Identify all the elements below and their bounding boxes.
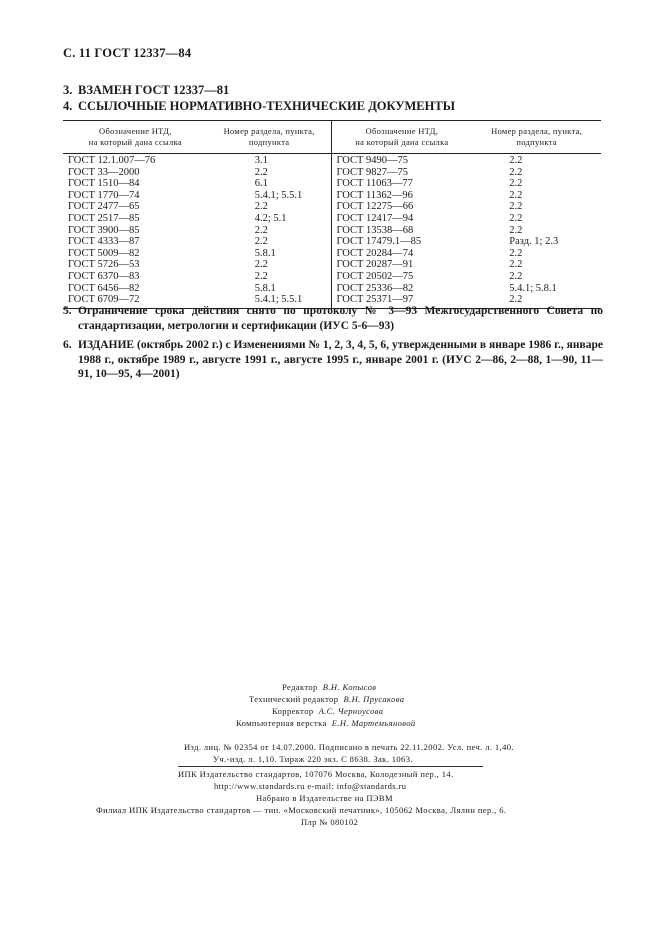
- table-cell: ГОСТ 6370—83: [68, 270, 140, 282]
- table-cell: 2.2: [254, 224, 268, 236]
- table-cell: ГОСТ 12417—94: [336, 212, 414, 224]
- table-cell: 4.2; 5.1: [254, 212, 287, 224]
- publication-details-1: Изд. лиц. № 02354 от 14.07.2000. Подписано в печать 22.11.2002. Усл. печ. л. 1,40.: [184, 742, 514, 752]
- section-number: 5.: [63, 305, 72, 317]
- table-cell: 2.2: [509, 270, 523, 282]
- table-cell: ГОСТ 5726—53: [68, 259, 140, 271]
- publication-details-2: Уч.-изд. л. 1,10. Тираж 220 экз. С 8638. Зак. 1063.: [213, 754, 413, 764]
- table-cell: 5.4.1; 5.8.1: [509, 282, 557, 294]
- table-cell: ГОСТ 9827—75: [336, 166, 409, 178]
- typeset-note: Набрано в Издательстве на ПЭВМ: [256, 793, 393, 803]
- table-cell: ГОСТ 11063—77: [336, 178, 413, 190]
- table-cell: 2.2: [509, 178, 523, 190]
- corrector-credit: Корректор А.С. Черноусова: [272, 706, 384, 716]
- table-cell: 2.2: [254, 201, 268, 213]
- table-cell: ГОСТ 2477—65: [68, 201, 140, 213]
- tech-editor-credit: Технический редактор В.Н. Прусакова: [249, 694, 405, 704]
- table-cell: 2.2: [509, 259, 523, 271]
- section-5: [63, 304, 603, 333]
- section-3: [63, 83, 229, 98]
- section-6: [63, 338, 603, 382]
- section-text: Ограничение срока действия снято по протоколу № 3—93 Межгосударственного Совета по стандартизации, метрологии и сертификации (ИУС 5-6—93): [78, 305, 603, 332]
- table-cell: ГОСТ 17479.1—85: [336, 236, 422, 248]
- table-cell: 2.2: [509, 166, 523, 178]
- table-cell: ГОСТ 6709—72: [68, 294, 140, 306]
- publisher-address: ИПК Издательство стандартов, 107076 Москва, Колодезный пер., 14.: [178, 769, 454, 779]
- table-cell: 2.2: [254, 166, 268, 178]
- section-number: 3.: [63, 83, 73, 97]
- table-cell: 2.2: [509, 201, 523, 213]
- section-text: ССЫЛОЧНЫЕ НОРМАТИВНО-ТЕХНИЧЕСКИЕ ДОКУМЕНТЫ: [78, 99, 455, 113]
- table-cell: ГОСТ 33—2000: [68, 166, 140, 178]
- header-designation-left: Обозначение НТД, на который дана ссылка: [88, 126, 182, 147]
- table-cell: ГОСТ 5009—82: [68, 247, 140, 259]
- table-cell: 5.8.1: [254, 247, 276, 259]
- section-number: 4.: [63, 99, 73, 113]
- table-cell: ГОСТ 12.1.007—76: [68, 155, 156, 166]
- header-designation-right: Обозначение НТД, на который дана ссылка: [355, 126, 449, 147]
- table-cell: 5.4.1; 5.5.1: [254, 189, 303, 201]
- table-cell: ГОСТ 6456—82: [68, 282, 140, 294]
- column-section-right: [472, 154, 601, 308]
- layout-credit: Компьютерная верстка Е.Н. Мартемьяновой: [236, 718, 416, 728]
- table-body: [63, 154, 601, 309]
- table-cell: ГОСТ 20284—74: [336, 247, 414, 259]
- table-cell: 2.2: [254, 270, 268, 282]
- table-cell: ГОСТ 13538—68: [336, 224, 414, 236]
- table-cell: ГОСТ 25371—97: [336, 294, 414, 306]
- table-cell: ГОСТ 1770—74: [68, 189, 140, 201]
- printer-address: Филиал ИПК Издательство стандартов — тип. «Московский печатник», 105062 Москва, Лялин пер., 6.: [96, 805, 507, 815]
- section-number: 6.: [63, 339, 72, 351]
- table-cell: 3.1: [254, 155, 268, 166]
- section-text: ВЗАМЕН ГОСТ 12337—81: [78, 83, 230, 97]
- table-cell: 2.2: [254, 259, 268, 271]
- table-cell: 2.2: [509, 155, 523, 166]
- table-cell: 2.2: [509, 224, 523, 236]
- table-cell: 5.8.1: [254, 282, 276, 294]
- divider-rule: [178, 766, 483, 767]
- table-cell: ГОСТ 1510—84: [68, 178, 140, 190]
- column-designation-left: [63, 154, 208, 308]
- table-cell: ГОСТ 12275—66: [336, 201, 414, 213]
- table-cell: 2.2: [509, 189, 523, 201]
- references-table: [63, 120, 601, 309]
- table-cell: ГОСТ 3900—85: [68, 224, 140, 236]
- table-cell: 2.2: [254, 236, 268, 248]
- column-designation-right: [332, 154, 473, 308]
- publisher-web: http://www.standards.ru e-mail: info@standards.ru: [214, 781, 407, 791]
- header-section-right: Номер раздела, пункта, подпункта: [491, 126, 583, 147]
- section-text: ИЗДАНИЕ (октябрь 2002 г.) с Изменениями № 1, 2, 3, 4, 5, 6, утвержденными в январе 1986 г., январе 1988 г., октябре 1989 г., августе 1991 г., августе 1995 г., январе 2001 г. (ИУС 2—86, 2—88, 1—90, 11—91, 10—95, 4—2001): [78, 339, 603, 380]
- table-cell: 6.1: [254, 178, 268, 190]
- table-cell: 2.2: [509, 294, 523, 306]
- page-header: С. 11 ГОСТ 12337—84: [63, 46, 192, 60]
- table-cell: ГОСТ 2517—85: [68, 212, 140, 224]
- header-section-left: Номер раздела, пункта, подпункта: [208, 121, 332, 153]
- table-header: [63, 121, 601, 154]
- table-cell: ГОСТ 20502—75: [336, 270, 414, 282]
- table-cell: 2.2: [509, 247, 523, 259]
- table-cell: ГОСТ 11362—96: [336, 189, 413, 201]
- editor-credit: Редактор В.Н. Копысов: [282, 682, 377, 692]
- table-cell: Разд. 1; 2.3: [509, 236, 559, 248]
- license-number: Плр № 080102: [301, 817, 359, 827]
- table-cell: ГОСТ 9490—75: [336, 155, 409, 166]
- section-4: [63, 99, 455, 114]
- table-cell: 5.4.1; 5.5.1: [254, 294, 303, 306]
- column-section-left: [208, 154, 332, 308]
- table-cell: 2.2: [509, 212, 523, 224]
- table-cell: ГОСТ 20287—91: [336, 259, 414, 271]
- table-cell: ГОСТ 4333—87: [68, 236, 140, 248]
- table-cell: ГОСТ 25336—82: [336, 282, 414, 294]
